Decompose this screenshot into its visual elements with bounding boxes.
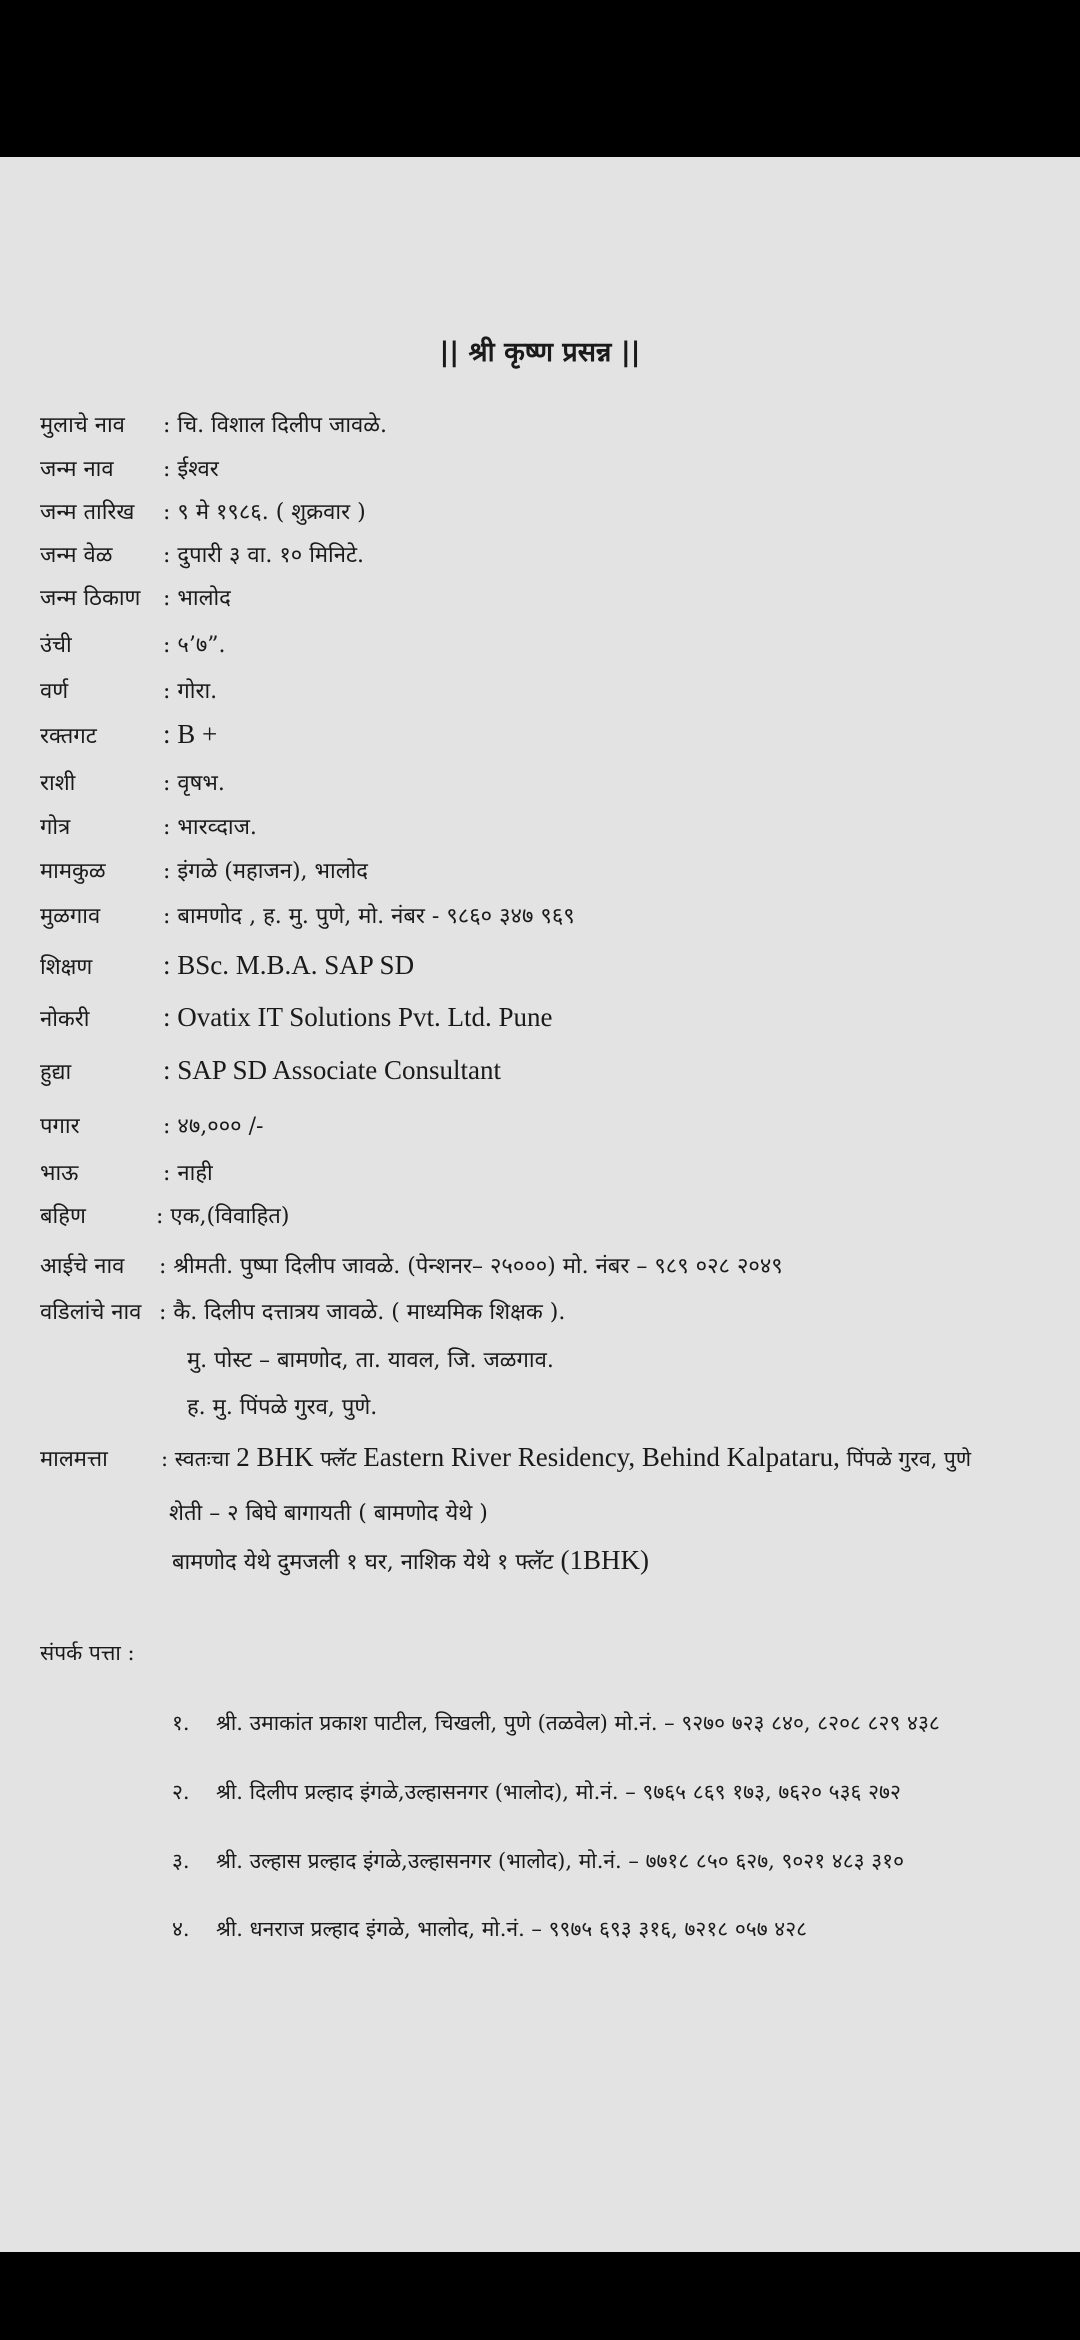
property-text: फ्लॅट	[320, 1447, 357, 1471]
field-row	[40, 811, 1070, 841]
contact-number: २.	[172, 1780, 190, 1804]
property-text: बामणोद येथे दुमजली १ घर, नाशिक येथे १ फ्लॅट	[172, 1550, 554, 1575]
field-value: : भालोद	[163, 586, 231, 611]
contact-text: श्री. उमाकांत प्रकाश पाटील, चिखली, पुणे (तळवेल) मो.नं. – ९२७० ७२३ ८४०, ८२०८ ८२९ ४३८	[216, 1711, 940, 1735]
field-value: : श्रीमती. पुष्पा दिलीप जावळे. (पेन्शनर– २५०००) मो. नंबर – ९८९ ०२८ २०४९	[159, 1254, 783, 1279]
contact-number: ३.	[172, 1849, 190, 1873]
field-value: : BSc. M.B.A. SAP SD	[163, 950, 415, 980]
field-label: मुलाचे नाव	[40, 413, 125, 438]
field-value: : एक,(विवाहित)	[156, 1204, 290, 1229]
field-label: मामकुळ	[40, 859, 106, 884]
contact-number: ४.	[172, 1917, 190, 1941]
field-label: नोकरी	[40, 1007, 90, 1032]
field-label: वर्ण	[40, 679, 69, 704]
field-row	[40, 719, 1070, 750]
field-value: : SAP SD Associate Consultant	[163, 1055, 502, 1085]
status-bar-area	[0, 0, 1080, 157]
field-value: : ५’७”.	[163, 633, 226, 658]
field-value: : दुपारी ३ वा. १० मिनिटे.	[163, 543, 365, 568]
field-row	[40, 1002, 1070, 1033]
field-value: : कै. दिलीप दत्तात्रय जावळे. ( माध्यमिक शिक्षक ).	[159, 1300, 566, 1325]
field-row	[40, 1157, 1070, 1187]
contact-item	[172, 1915, 807, 1943]
field-label: पगार	[40, 1114, 80, 1139]
contact-item	[172, 1847, 904, 1875]
contact-text: श्री. उल्हास प्रल्हाद इंगळे,उल्हासनगर (भालोद), मो.नं. – ७७१८ ८५० ६२७, ९०२१ ४८३ ३१०	[216, 1849, 905, 1873]
field-row	[40, 900, 1070, 930]
field-row	[40, 582, 1070, 612]
field-value: : भारव्दाज.	[163, 815, 257, 840]
field-row	[40, 629, 1070, 659]
field-label: जन्म नाव	[40, 457, 114, 482]
property-line-3	[172, 1545, 649, 1576]
property-text: : स्वतःचा	[161, 1447, 230, 1471]
field-value: : नाही	[163, 1161, 213, 1186]
field-label: शिक्षण	[40, 955, 93, 980]
field-value: : ९ मे १९८६. ( शुक्रवार )	[163, 500, 366, 525]
field-label: जन्म ठिकाण	[40, 586, 141, 611]
field-value: : वृषभ.	[163, 771, 225, 796]
field-row	[40, 1055, 1070, 1086]
property-line-2: शेती – २ बिघे बागायती ( बामणोद येथे )	[169, 1501, 488, 1526]
field-label: हुद्या	[40, 1060, 72, 1085]
field-value: : चि. विशाल दिलीप जावळे.	[163, 413, 388, 438]
field-row	[40, 1250, 1070, 1280]
field-value: : ४७,००० /-	[163, 1114, 264, 1139]
contact-item	[172, 1778, 901, 1806]
field-row	[40, 1200, 1070, 1230]
field-value: : इंगळे (महाजन), भालोद	[163, 859, 368, 884]
contact-number: १.	[172, 1711, 190, 1735]
field-row	[40, 539, 1070, 569]
field-value: : गोरा.	[163, 679, 218, 704]
property-text: 2 BHK	[236, 1442, 314, 1472]
field-row	[40, 1296, 1070, 1326]
navigation-bar-area	[0, 2252, 1080, 2340]
property-text: पिंपळे गुरव, पुणे	[846, 1447, 972, 1471]
document-page	[0, 157, 1080, 2252]
field-label: जन्म तारिख	[40, 500, 135, 525]
field-value: : B +	[163, 719, 218, 749]
property-line-1	[161, 1442, 971, 1473]
field-label: उंची	[40, 633, 72, 658]
contact-heading: संपर्क पत्ता :	[40, 1641, 135, 1665]
field-label: भाऊ	[40, 1161, 79, 1186]
field-row	[40, 767, 1070, 797]
field-label: बहिण	[40, 1204, 86, 1229]
field-row	[40, 675, 1070, 705]
field-value: : ईश्वर	[163, 457, 219, 482]
field-value: : Ovatix IT Solutions Pvt. Ltd. Pune	[163, 1002, 553, 1032]
field-row	[40, 1110, 1070, 1140]
document-title: || श्री कृष्ण प्रसन्न ||	[439, 337, 641, 368]
field-value: : बामणोद , ह. मु. पुणे, मो. नंबर - ९८६० ३४७ ९६९	[163, 904, 575, 929]
property-row	[40, 1442, 1070, 1473]
field-row	[40, 496, 1070, 526]
field-label: जन्म वेळ	[40, 543, 113, 568]
field-label: वडिलांचे नाव	[40, 1300, 142, 1325]
property-text: (1BHK)	[560, 1545, 649, 1575]
field-label: मुळगाव	[40, 904, 101, 929]
property-text: Eastern River Residency, Behind Kalpataru,	[363, 1442, 840, 1472]
father-address-line: मु. पोस्ट – बामणोद, ता. यावल, जि. जळगाव.	[187, 1348, 554, 1373]
field-label: गोत्र	[40, 815, 71, 840]
field-row	[40, 950, 1070, 981]
field-label: रक्तगट	[40, 724, 97, 749]
field-label: मालमत्ता	[40, 1447, 108, 1472]
field-row	[40, 453, 1070, 483]
field-label: राशी	[40, 771, 76, 796]
field-row	[40, 855, 1070, 885]
contact-text: श्री. दिलीप प्रल्हाद इंगळे,उल्हासनगर (भालोद), मो.नं. – ९७६५ ८६९ १७३, ७६२० ५३६ २७२	[216, 1780, 901, 1804]
field-row	[40, 409, 1070, 439]
contact-item	[172, 1709, 940, 1737]
contact-text: श्री. धनराज प्रल्हाद इंगळे, भालोद, मो.नं. – ९९७५ ६९३ ३१६, ७२१८ ०५७ ४२८	[216, 1917, 808, 1941]
father-address-line: ह. मु. पिंपळे गुरव, पुणे.	[187, 1395, 378, 1420]
field-label: आईचे नाव	[40, 1254, 125, 1279]
